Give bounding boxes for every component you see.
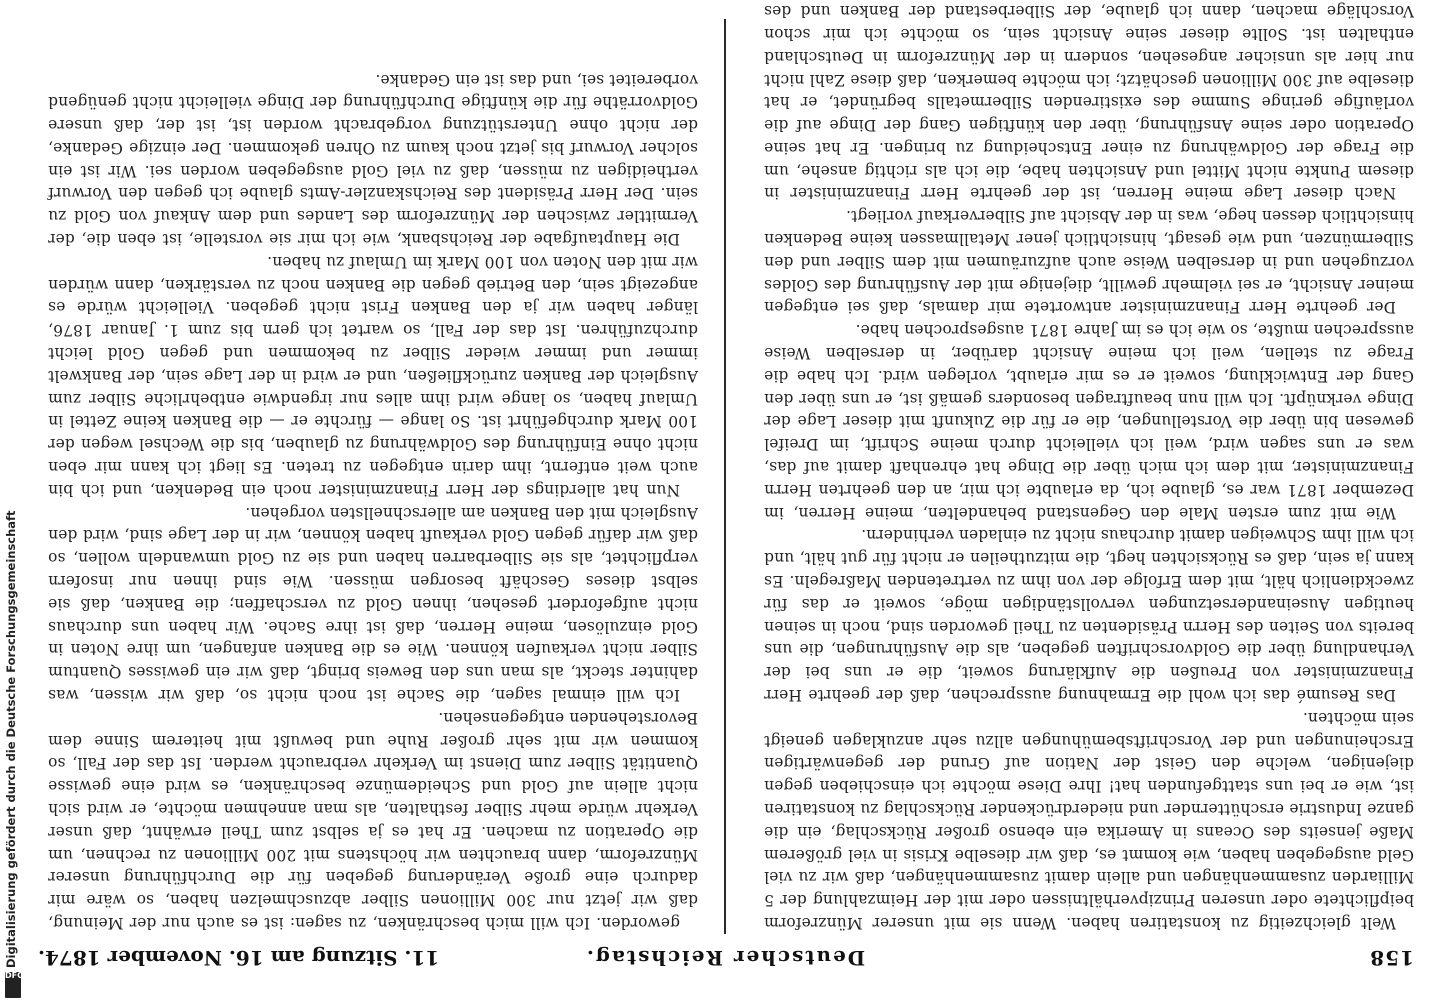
paragraph: Wie mit zum ersten Male den Gegenstand behandelten, meine Herren, im Dezember 1871 war es, glaube ich, da erlaubte ich mir, an den geehrten Herrn Finanzminister, mit dem ich mich über die Dinge hat ehrenhaft damit auf das, was er uns sagen wird, weil ich vielleicht durch meine Schrift, im Dreifel gewesen bin über die Vorstellungen, die er für die Zukunft mit dieser Lage der Dinge verknüpft. Ich will nun beauftragen besonders gemäß ist, er uns über den Gang der Entwicklung, soweit er es mir erlaubt, vorlegen wird. Ich habe die Frage zu stellen, weil ich meine Ansicht darüber, in derselben Weise aussprechen mußte, so wie ich es im Jahre 1871 ausgesprochen habe.: [764, 321, 1414, 522]
printed-sheet: [30, 2, 1420, 974]
page-header: [30, 940, 1420, 974]
dfg-logo: DFG: [5, 972, 21, 998]
paragraph: Nun hat allerdings der Herr Finanzminister noch ein Bedenken, und ich bin auch weit entfernt, ihm darin entgegen zu treten. Es liegt ich kann mir eben nicht ohne Einführung des Goldwährung zu glauben, bis die Wechsel wegen der 100 Mark durchgeführt ist. So lange — fürchte er — die Banken keine Zettel in Umlauf haben, so lange wird ihm alles nur irgendwie entbehrliche Silber zum Ausgleich der Banken zurückfließen, und er wird in der Lage sein, der Bankwelt immer und immer wieder Silber zu bekommen und gegen Gold leicht durchzuführen. Ist das der Fall, so wartet ich gern bis zum 1. Januar 1876, länger haben wir ja den Banken Frist nicht gegeben. Vielleicht würde es angezeigt sein, den Betrieb gegen die Banken noch zu verstärken, dann würden wir mit den Noten von 100 Mark im Umlauf zu haben.: [48, 252, 698, 499]
paragraph: Die Hauptaufgabe der Reichsbank, wie ich mir sie vorstelle, ist eben die, der Vermittler zwischen der Münzreform des Landes und dem Ankauf von Gold zu sein. Der Herr Präsident des Reichskanzler-Amts glaube ich gegen den Vorwurf vertheidigen zu müssen, daß zu viel Gold ausgegeben worden sei. Wir ist ein solcher Vorwurf bis jetzt noch kaum zu Ohren gekommen. Der einzige Gedanke, der nicht ohne Unterstützung vorgebracht worden ist, ist der, daß unsere Goldvorräthe für die künftige Durchführung der Dinge vielleicht nicht genügend vorbereitet sei, und das ist ein Gedanke.: [48, 70, 698, 249]
paragraph: Der geehrte Herr Finanzminister antwortete mir damals, daß sei entgegen meiner Ansicht, er sei vielmehr gewillt, diejenige mit der Ausführung des Goldes vorzugehen und in derselben Weise auch aufzuräumen mit dem Silber und den Silbermünzen, und wie gesagt, hinsichtlich jener Metallmassen keine Bedenken hinsichtlich dessen hege, was in der Absicht auf Silberverkauf vorliegt.: [764, 207, 1414, 317]
paragraph: geworden. Ich will mich beschränken, zu sagen: ist es auch nur der Meinung, daß wir jetzt nur 300 Millionen Silber abzuschmelzen haben, so wäre mir dadurch eine große Veränderung gegeben für die Durchführung unserer Münzreform, dann brauchten wir höchstens mit 200 Millionen zu rechnen, um die Operation zu machen. Er hat es ja selbst zum Theil erwähnt, daß unser Verkehr würde mehr Silber festhalten, als man annehmen möchte, er wird sich nicht allein auf Gold und Scheidemünze beschränken, es wird eine gewisse Quantität Silber zum Dienst im Verkehr verbraucht werden. Ist das der Fall, so kommen wir mit sehr großer Ruhe und bewußt mit heiterem Sinne dem Bevorstehenden entgegensehen.: [48, 708, 698, 932]
session-title: 11. Sitzung am 16. November 1874.: [38, 946, 440, 970]
text-column-left: [764, 2, 1414, 934]
paragraph: Nach dieser Lage meine Herren, ist der geehrte Herr Finanzminister in diesem Punkte nicht Mittel und Ansichten habe, die ich als richtig ansehe, um die Frage der Goldwährung zu einer Entscheidung zu bringen. Er hat seine Operation oder seine Ansführung, über den künftigen Gang der Dinge auf die vorläufige geringe Summe des existirenden Silbermetalls begründet, er hat dieselbe auf 300 Millionen geschätzt; ich möchte bemerken, daß diese Zahl nicht nur hier als unsicher angesehen, sondern in der Münzreform in Deutschland enthalten ist. Sollte dieser seine Ansicht sein, so möchte ich mir schon Vorschläge machen, dann ich glaube, der Silberbestand der Banken und des: [764, 2, 1414, 203]
text-column-right: [48, 19, 698, 934]
credit-text: Digitalisierung gefördert durch die Deutsche Forschungsgemeinschaft: [4, 510, 18, 968]
paragraph: Welt gleichzeitig zu konstatiren haben. Wenn sie mit unserer Münzreform beipflichtete oder unseren Prinzipverhältnissen oder mit der Heimzahlung der 5 Milliarden zusammenhängen und allein damit zusammenhängen, daß wir zu viel Geld ausgegeben haben, wie kommt es, daß wir dieselbe Krisis in viel größerem Maße jenseits des Oceans in Amerika ein ebenso großer Rückschlag, ein die ganze Industrie erschütternder und niederdrückender Rückschlag zu konstatiren ist, wie er bei uns stattgefunden hat! Ihre Diese möchte ich einschieben gegen diejenigen, welche den Geist der Nation auf Grund der gegenwärtigen Erscheinungen und der Vorschriftsbemühungen allzu sehr anzuklagen geneigt sein möchten.: [764, 708, 1414, 932]
digitization-credit: [2, 510, 24, 1000]
column-divider: [724, 19, 726, 934]
page-number: 158: [1369, 946, 1414, 970]
publication-title: Deutscher Reichstag.: [584, 946, 866, 970]
paragraph: Ich will einmal sagen, die Sache ist noch nicht so, daß wir wissen, was dahinter steckt, als man uns den Beweis bringt, daß wir ein gewisses Quantum Silber nicht verkaufen können. Wie es die Banken anfangen, um ihre Noten in Gold einzulösen, meine Herren, daß ist ihre Sache. Wir haben uns durchaus nicht aufgefordert gesehen, ihnen Gold zu verschaffen; die Banken, daß sie selbst dieses Geschäft besorgen müssen. Wie sind ihnen nur insofern verpflichtet, als sie Silberbarren haben und sie zu Gold umwandeln wollen, so daß wir dafür gegen Gold verkauft haben können, wir in der Lage sind, wird den Ausgleich mit den Banken am allerschnellsten vorgehen.: [48, 503, 698, 705]
paragraph: Das Resumé das ich wohl die Ermahnung aussprechen, daß der geehrte Herr Finanzminister von Preußen die Aufklärung soweit, die er uns bei der Verhandlung über die Goldvorschriften gegeben, als die Ausführungen, die uns bereits von Seiten des Herrn Präsidenten zu Theil geworden sind, noch in seinen heutigen Auseinandersetzungen vervollständigen möge, soweit er das für zweckdienlich hält, mit dem Erfolge der von ihm zu vertretenden Maßregeln. Es kann ja sein, daß es Rücksichten hegt, die mitzutheilen er nicht für gut hält, und ich will ihm Schweigen damit durchaus nicht zu einladen verhindern.: [764, 526, 1414, 705]
